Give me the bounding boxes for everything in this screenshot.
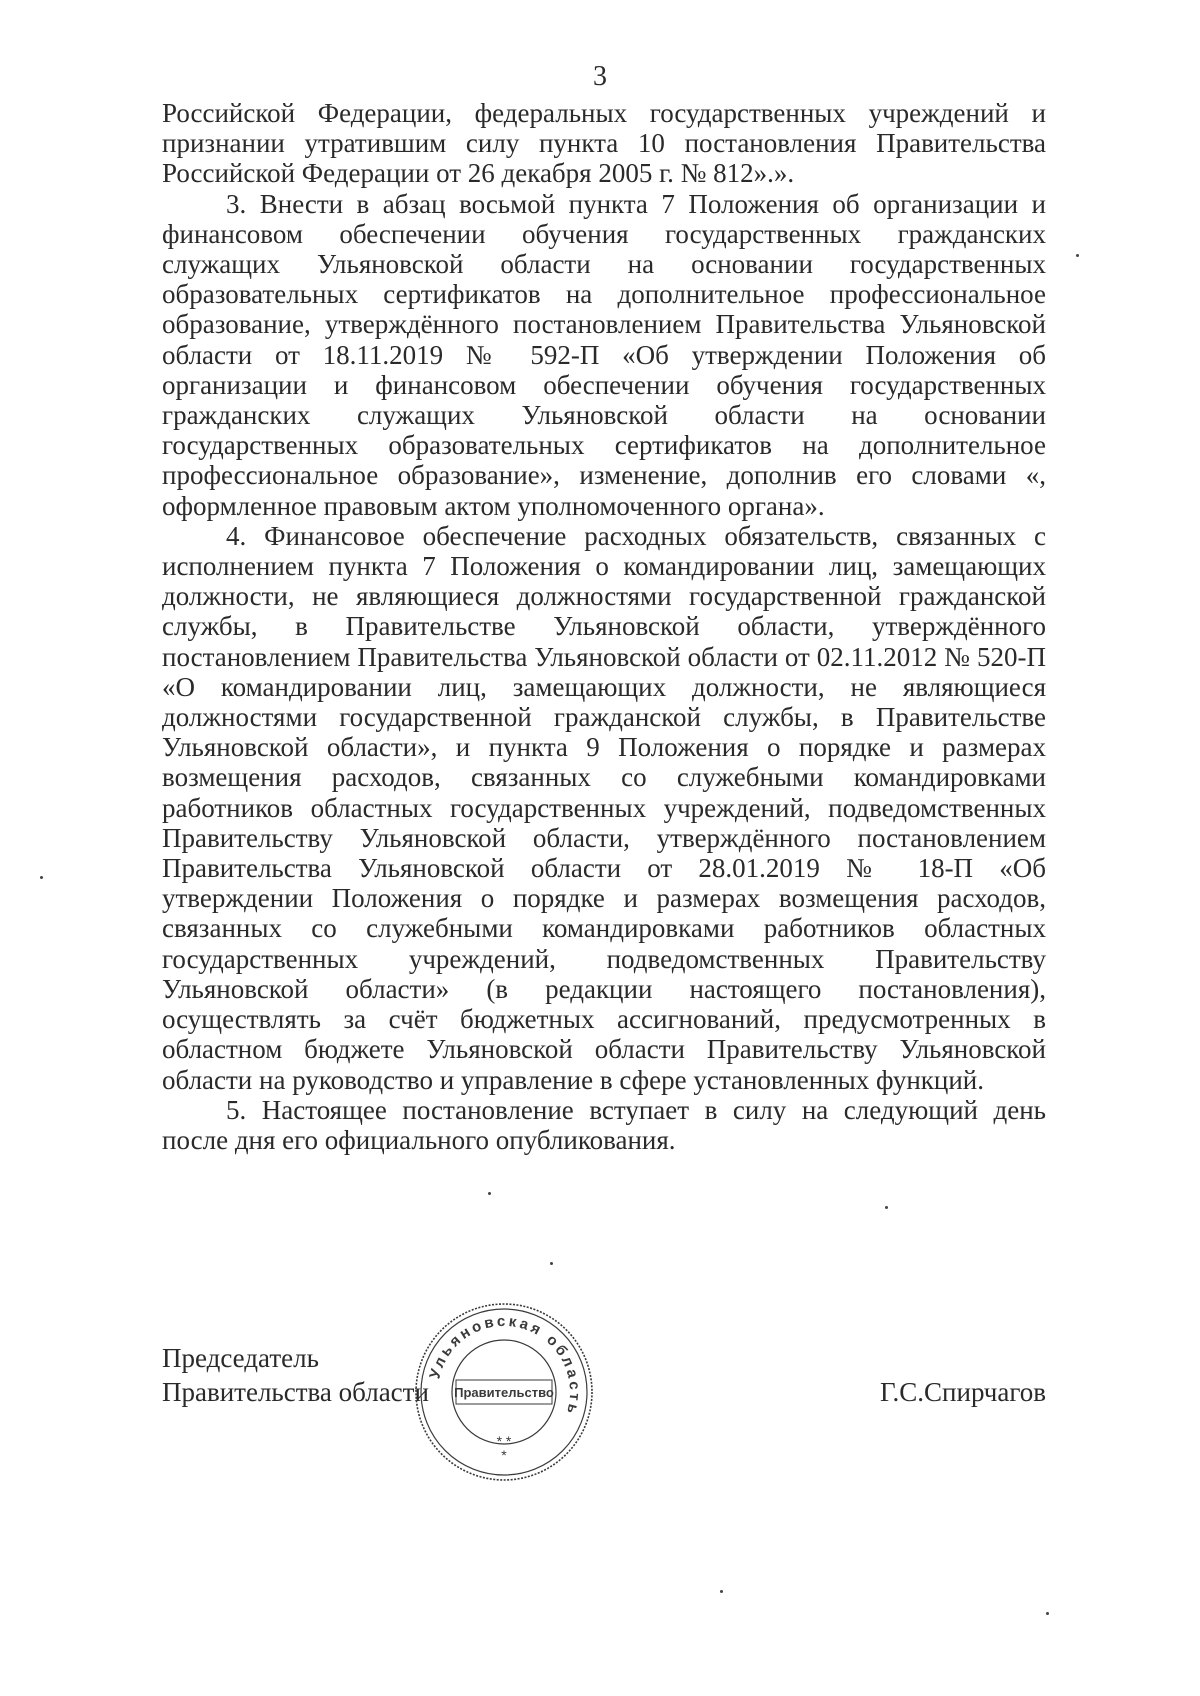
paragraph-item-5: 5. Настоящее постановление вступает в силу на следующий день после дня его официального опубликования. [162,1094,1046,1155]
seal-star-icon: * * [496,1433,512,1449]
signer-title-line-2: Правительства области [162,1377,429,1407]
paragraph-item-3: 3. Внести в абзац восьмой пункта 7 Положения об организации и финансовом обеспечении обучения государственных гражданских служащих Ульяновской области на основании государственных образовательных сертификатов на дополнительное профессиональное образование, утверждённого постановлением Правительства Ульяновской области от 18.11.2019 № 592-П «Об утверждении Положения об организации и финансовом обеспечении обучения государственных гражданских служащих Ульяновской области на основании государственных образовательных сертификатов на дополнительное профессиональное образование», изменение, дополнив его словами «, оформленное правовым актом уполномоченного органа». [162,188,1046,521]
scan-speck [885,1206,888,1209]
seal-ring-text: Ульяновская область [426,1312,584,1419]
paragraph-item-4: 4. Финансовое обеспечение расходных обязательств, связанных с исполнением пункта 7 Положения о командировании лиц, замещающих должности, не являющиеся должностями государственной гражданской службы, в Правительстве Ульяновской области, утверждённого постановлением Правительства Ульяновской области от 02.11.2012 № 520-П «О командировании лиц, замещающих должности, не являющиеся должностями государственной гражданской службы, в Правительстве Ульяновской области», и пункта 9 Положения о порядке и размерах возмещения расходов, связанных со служебными командировками работников областных государственных учреждений, подведомственных Правительству Ульяновской области, утверждённого постановлением Правительства Ульяновской области от 28.01.2019 № 18-П «Об утверждении Положения о порядке и размерах возмещения расходов, связанных со служебными командировками работников областных государственных учреждений, подведомственных Правительству Ульяновской области» (в редакции настоящего постановления), осуществлять за счёт бюджетных ассигнований, предусмотренных в областном бюджете Ульяновской области Правительству Ульяновской области на руководство и управление в сфере установленных функций. [162,520,1046,1095]
scan-speck [720,1590,723,1593]
scan-speck [1046,1612,1049,1615]
seal-center-text: Правительство [454,1385,554,1400]
seal-star-icon-bottom: * [501,1447,507,1463]
document-body [162,98,1046,1155]
scan-speck [488,1192,491,1195]
scan-speck [1076,254,1079,257]
page-number: 3 [593,61,607,92]
scan-speck [40,876,43,879]
scan-speck [550,1262,553,1265]
signer-name: Г.С.Спирчагов [879,1377,1046,1407]
signature-block [162,1312,1046,1482]
signer-title-line-1: Председатель [162,1343,319,1373]
paragraph-continuation: Российской Федерации, федеральных государственных учреждений и признании утратившим силу пункта 10 постановления Правительства Российской Федерации от 26 декабря 2005 г. № 812».». [162,98,1046,189]
official-seal-stamp [410,1298,598,1486]
